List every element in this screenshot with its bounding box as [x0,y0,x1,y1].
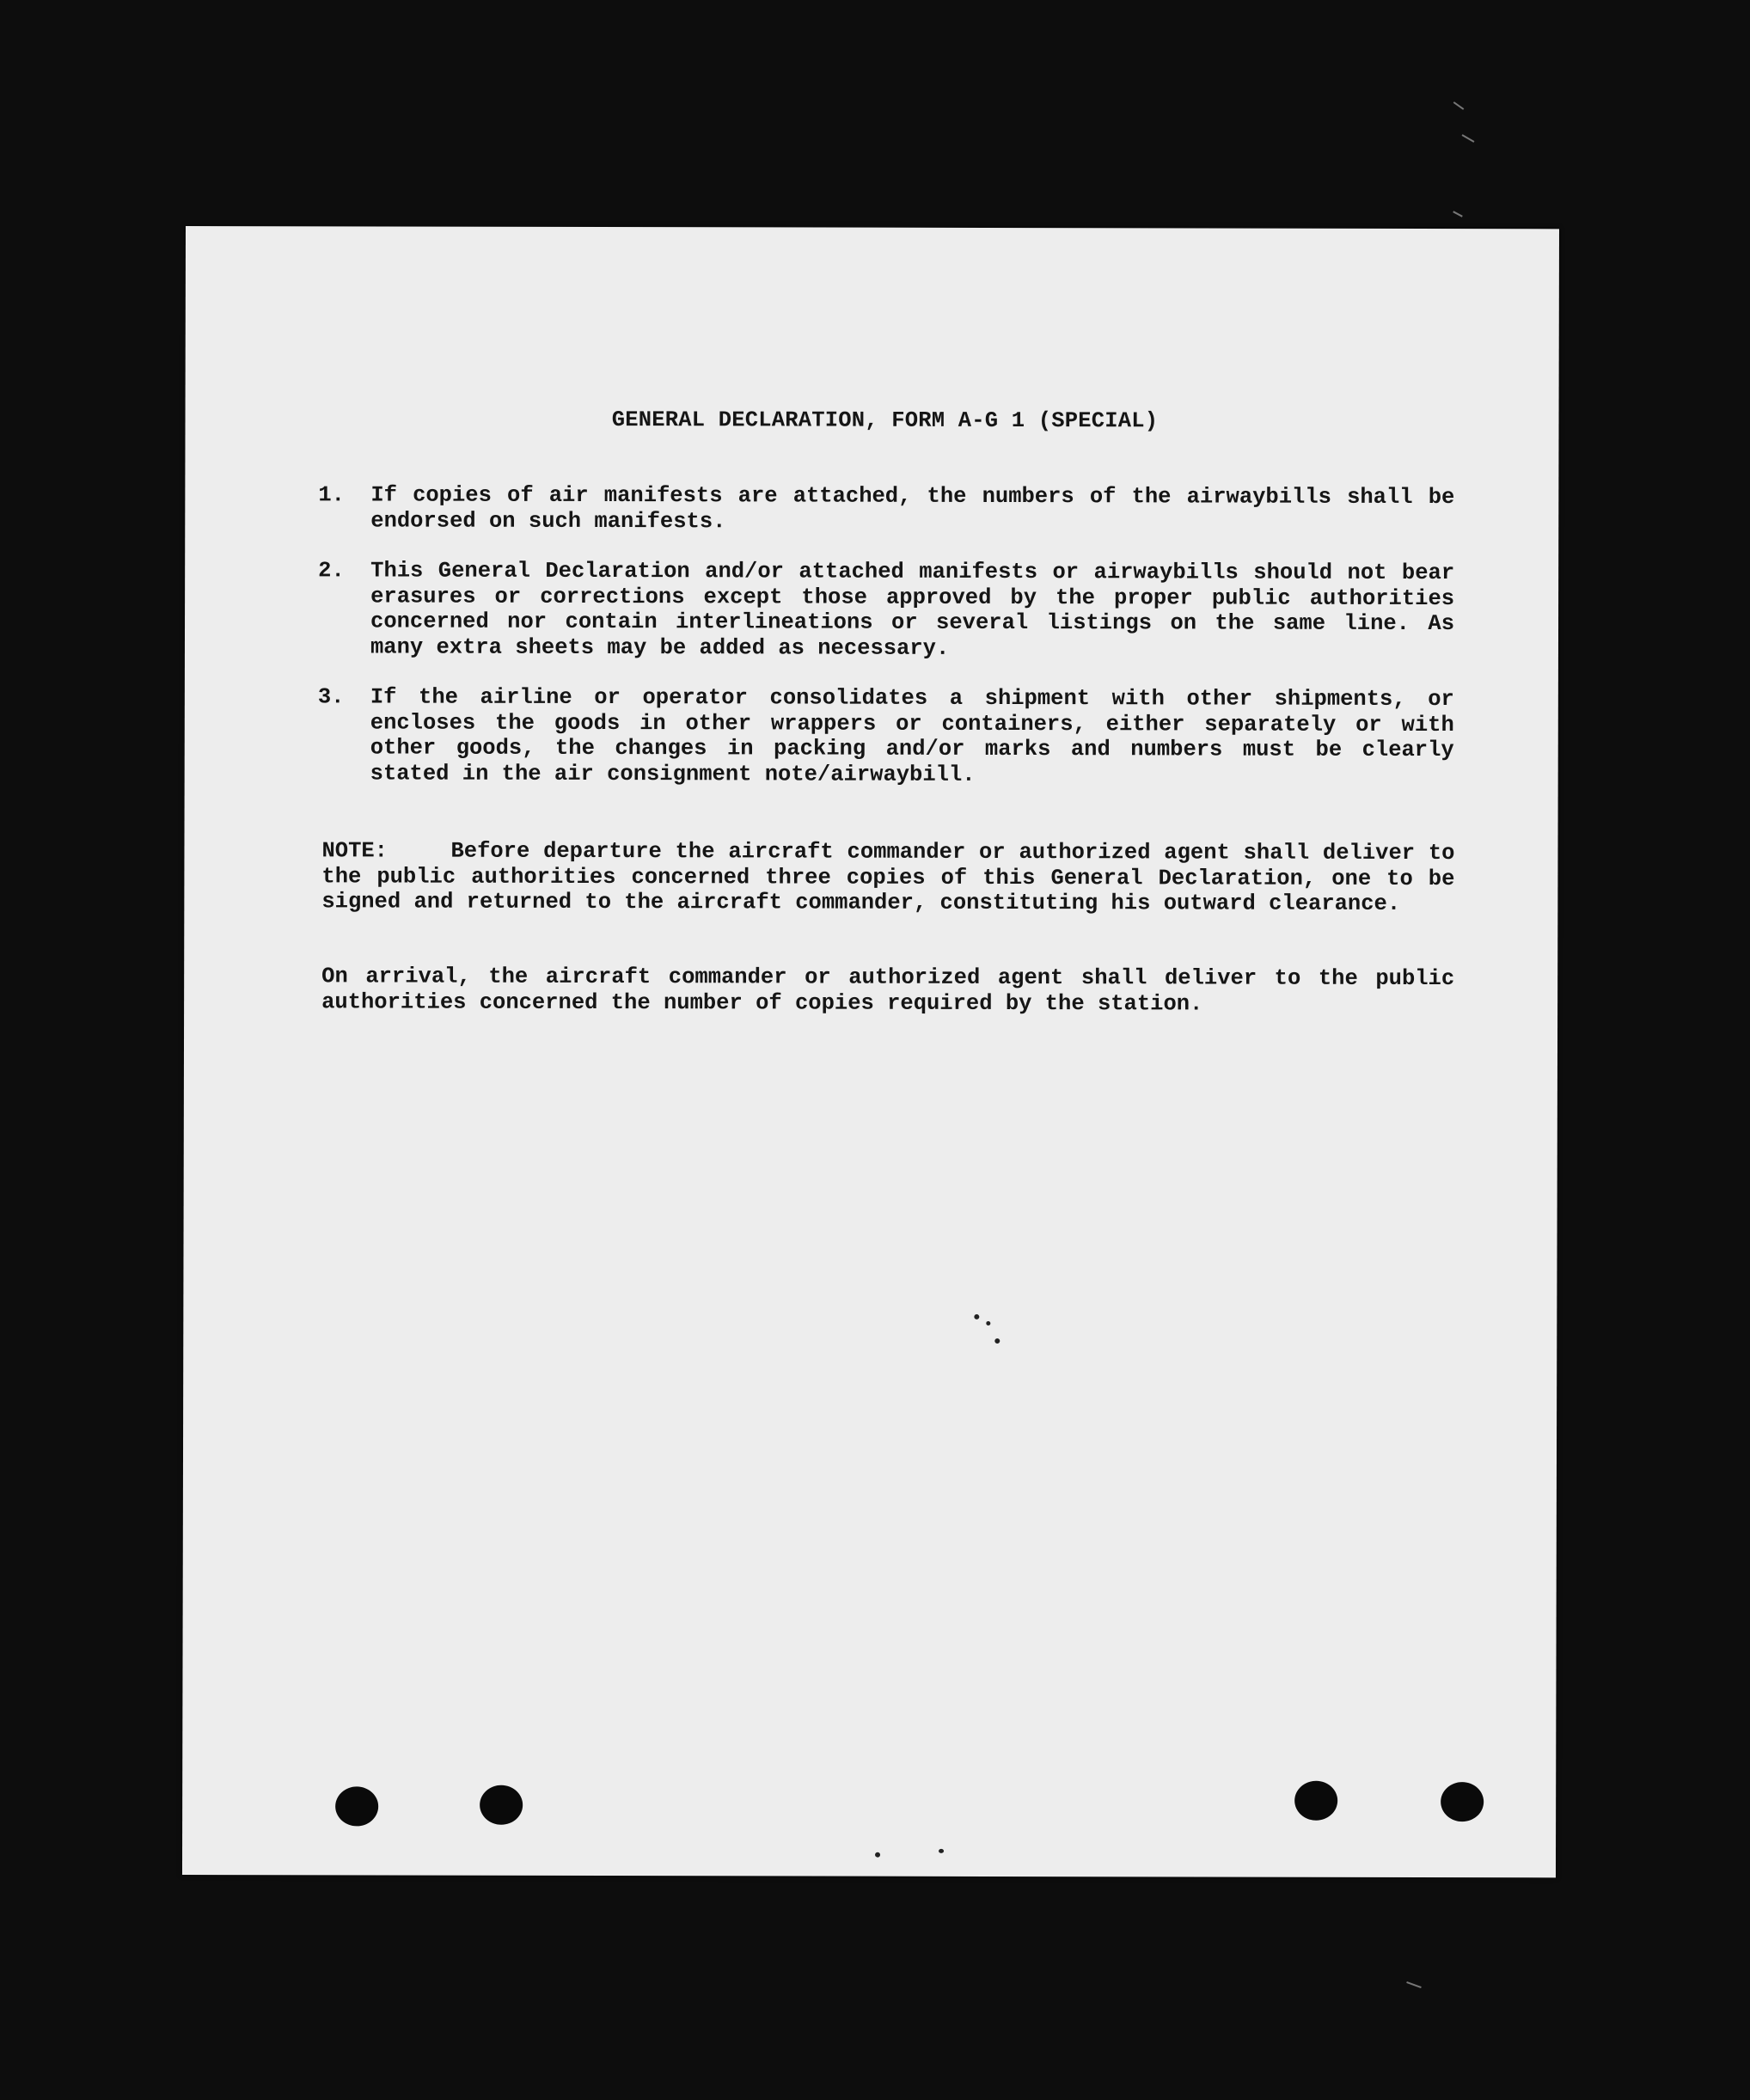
scan-edge-mark [1453,101,1465,110]
item-number: 2. [318,558,345,584]
punch-hole [1441,1782,1484,1821]
page-title: GENERAL DECLARATION, FORM A-G 1 (SPECIAL) [611,407,1159,434]
item-text: If the airline or operator consolidates a shipment with other shipments, or encloses the goods in other wrappers or containers, either separately or with other goods, the changes in packing and/or marks and numbers must be clearly stated in the air consignment note/airwaybill. [370,684,1454,787]
item-number: 1. [318,482,345,508]
note-label: NOTE: [321,838,389,864]
scan-edge-mark [1462,134,1475,143]
item-number: 3. [317,684,345,710]
instruction-list [318,482,1455,813]
list-item [318,558,1454,662]
note-text: Before departure the aircraft commander or authorized agent shall deliver to the public authorities concerned three copies of this General Declaration, one to be signed and returned to the aircraft commander, constituting his outward clearance. [321,838,1455,916]
punch-hole [480,1785,523,1825]
scan-edge-mark [1406,1981,1422,1988]
document-body [182,226,1559,1877]
punch-hole [1294,1781,1337,1821]
item-text: If copies of air manifests are attached, the numbers of the airwaybills shall be endorsed on such manifests. [370,482,1455,534]
item-text: This General Declaration and/or attached manifests or airwaybills should not bear erasures or corrections except those approved by the proper public authorities concerned nor contain interlineations or several listings on the same line. As many extra sheets may be added as necessary. [370,558,1455,661]
ink-speck [939,1849,944,1853]
scan-edge-mark [1453,211,1463,217]
document-page [182,226,1559,1877]
list-item [318,684,1454,788]
ink-speck [994,1338,1000,1344]
note-paragraph [321,838,1454,916]
list-item [318,482,1454,536]
punch-hole [335,1786,378,1826]
ink-speck [875,1852,880,1858]
ink-speck [986,1321,990,1326]
ink-speck [974,1314,979,1319]
arrival-paragraph: On arrival, the aircraft commander or authorized agent shall deliver to the public authorities concerned the number of copies required by the station. [321,964,1455,1016]
